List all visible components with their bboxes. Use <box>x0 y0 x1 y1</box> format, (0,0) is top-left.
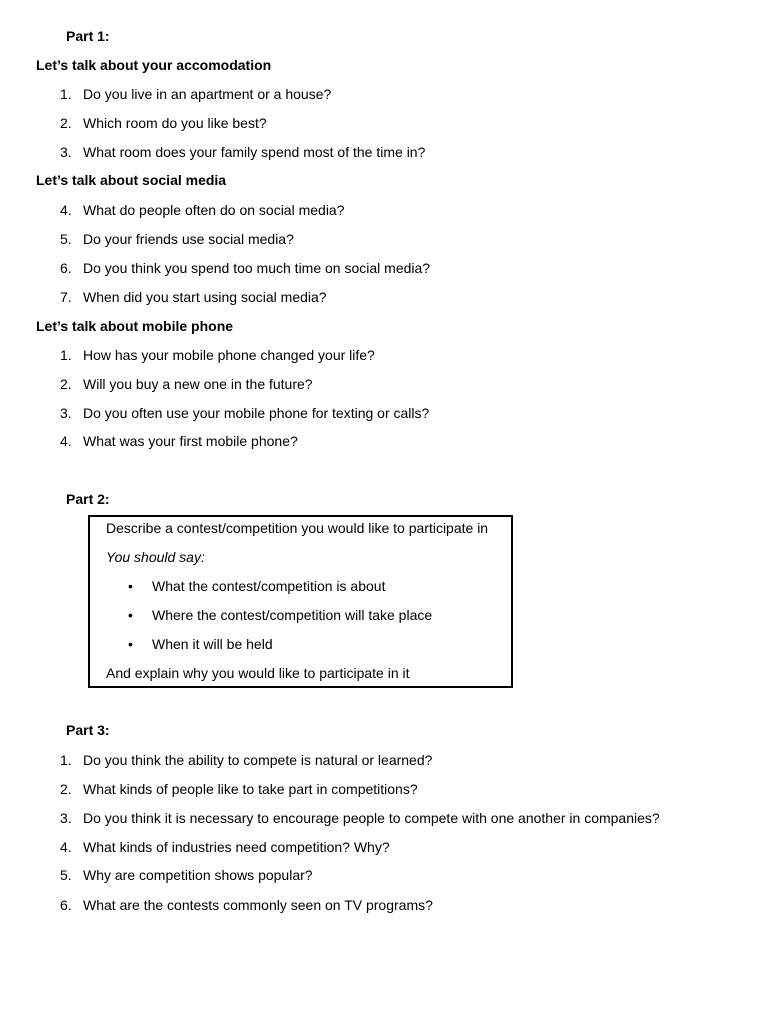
question-number: 3. <box>60 405 72 421</box>
bullet-icon: • <box>128 607 133 623</box>
section-heading-mobile-phone: Let’s talk about mobile phone <box>36 318 234 334</box>
question-number: 3. <box>60 810 72 826</box>
question-text: What do people often do on social media? <box>83 202 345 218</box>
cue-card-bullet-item <box>90 605 510 625</box>
question-text: Which room do you like best? <box>83 115 267 131</box>
cue-card-bullet-item <box>90 576 510 596</box>
section-heading-row <box>0 170 768 190</box>
bullet-icon: • <box>128 636 133 652</box>
section-heading-row <box>0 316 768 336</box>
part3-title: Part 3: <box>66 722 110 738</box>
question-text: Do you live in an apartment or a house? <box>83 86 332 102</box>
question-item <box>0 200 768 220</box>
question-number: 1. <box>60 86 72 102</box>
question-number: 5. <box>60 231 72 247</box>
question-item <box>0 750 768 770</box>
question-number: 2. <box>60 781 72 797</box>
question-text: How has your mobile phone changed your life? <box>83 347 375 363</box>
question-item <box>0 865 768 885</box>
question-number: 6. <box>60 897 72 913</box>
question-item <box>0 779 768 799</box>
question-number: 6. <box>60 260 72 276</box>
question-text: What room does your family spend most of the time in? <box>83 144 426 160</box>
question-item <box>0 895 768 915</box>
part3-title-row <box>0 720 768 740</box>
part2-title-row <box>0 489 768 509</box>
cue-card-prompt-row <box>90 518 510 538</box>
question-text: Do you often use your mobile phone for texting or calls? <box>83 405 430 421</box>
question-item <box>0 431 768 451</box>
section-heading-social-media: Let’s talk about social media <box>36 172 227 188</box>
cue-card-closing: And explain why you would like to participate in it <box>106 665 410 681</box>
cue-card-closing-row <box>90 663 510 683</box>
question-text: Do you think the ability to compete is natural or learned? <box>83 752 433 768</box>
question-number: 3. <box>60 144 72 160</box>
question-number: 4. <box>60 202 72 218</box>
question-item <box>0 84 768 104</box>
cue-card-bullet-text: Where the contest/competition will take place <box>152 607 433 623</box>
cue-card-bullet-item <box>90 634 510 654</box>
question-text: What kinds of people like to take part in competitions? <box>83 781 418 797</box>
question-item <box>0 808 768 828</box>
question-item <box>0 374 768 394</box>
question-number: 1. <box>60 752 72 768</box>
cue-card-bullet-text: What the contest/competition is about <box>152 578 386 594</box>
question-number: 2. <box>60 376 72 392</box>
question-text: What are the contests commonly seen on TV programs? <box>83 897 433 913</box>
cue-card-should-say: You should say: <box>106 549 205 565</box>
question-number: 4. <box>60 839 72 855</box>
question-item <box>0 142 768 162</box>
question-number: 4. <box>60 433 72 449</box>
question-item <box>0 113 768 133</box>
section-heading-row <box>0 55 768 75</box>
cue-card-bullet-text: When it will be held <box>152 636 273 652</box>
part2-title: Part 2: <box>66 491 110 507</box>
question-item <box>0 837 768 857</box>
question-item <box>0 229 768 249</box>
question-text: Do your friends use social media? <box>83 231 294 247</box>
question-number: 5. <box>60 867 72 883</box>
part1-title: Part 1: <box>66 28 110 44</box>
question-text: What kinds of industries need competition? Why? <box>83 839 390 855</box>
question-number: 2. <box>60 115 72 131</box>
question-item <box>0 258 768 278</box>
cue-card-should-say-row <box>90 547 510 567</box>
question-number: 1. <box>60 347 72 363</box>
question-number: 7. <box>60 289 72 305</box>
cue-card-box <box>88 515 513 688</box>
section-heading-accommodation: Let’s talk about your accomodation <box>36 57 272 73</box>
question-text: Do you think it is necessary to encourage people to compete with one another in companies? <box>83 810 660 826</box>
question-text: Will you buy a new one in the future? <box>83 376 313 392</box>
cue-card-prompt: Describe a contest/competition you would like to participate in <box>106 520 489 536</box>
question-item <box>0 403 768 423</box>
question-text: What was your first mobile phone? <box>83 433 298 449</box>
question-text: Why are competition shows popular? <box>83 867 313 883</box>
question-item <box>0 345 768 365</box>
question-item <box>0 287 768 307</box>
question-text: When did you start using social media? <box>83 289 327 305</box>
question-text: Do you think you spend too much time on social media? <box>83 260 431 276</box>
bullet-icon: • <box>128 578 133 594</box>
part1-title-row <box>0 26 768 46</box>
